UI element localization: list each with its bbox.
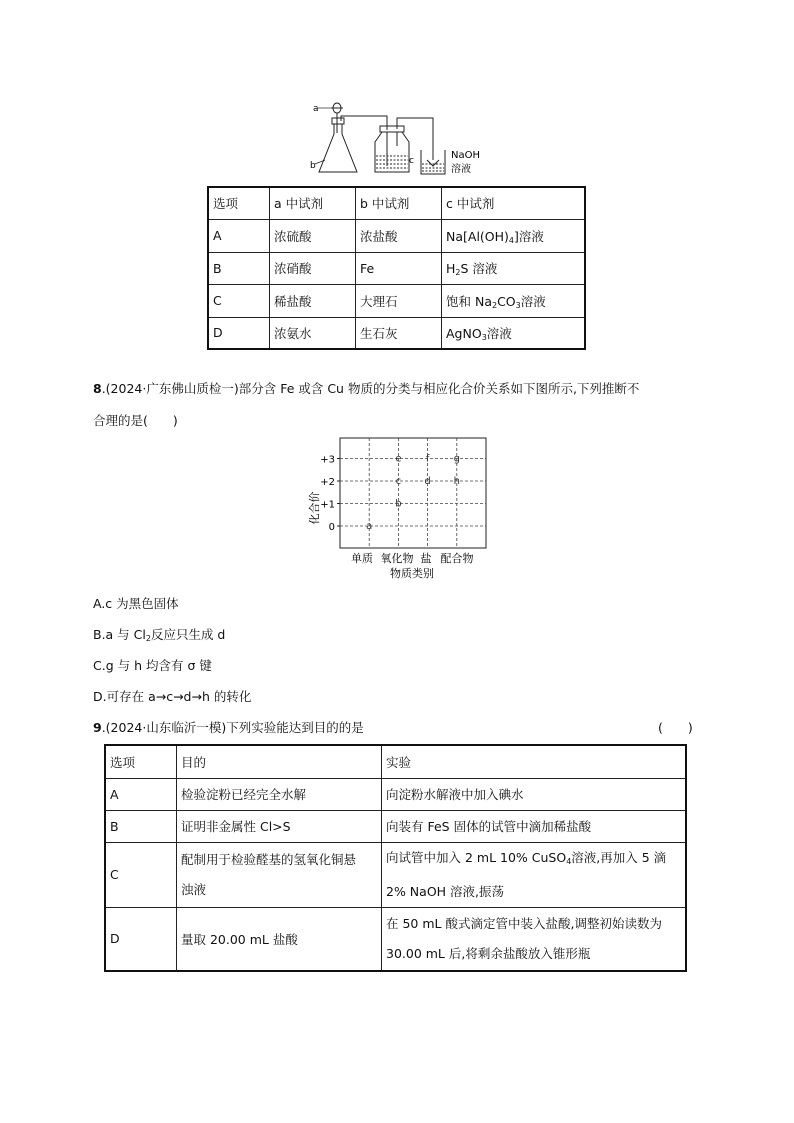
option-cell: C (208, 284, 270, 317)
reagent-b-cell: 大理石 (356, 284, 442, 317)
reagent-c-cell: AgNO$_3$溶液 (442, 317, 586, 349)
goal-cell: 量取 20.00 mL 盐酸 (177, 907, 382, 971)
reagent-c-cell: $H_2S$ 溶液 (442, 252, 586, 284)
data-point-b: b (395, 498, 402, 510)
header-cell: 选项 (208, 187, 270, 219)
option-cell: B (105, 810, 177, 842)
solution-label: 溶液 (451, 164, 471, 175)
data-point-e: e (395, 453, 402, 465)
table-row (208, 252, 585, 284)
table-row (105, 810, 686, 842)
goal-cell: 配制用于检验醛基的氢氧化铜悬 浊液 (177, 842, 382, 907)
x-category-label: 氧化物 (380, 552, 414, 565)
goal-cell: 证明非金属性 Cl>S (177, 810, 382, 842)
option-cell: D (208, 317, 270, 349)
y-tick-label: +3 (320, 454, 335, 466)
q7-options-table (207, 186, 586, 350)
header-cell: b 中试剂 (356, 187, 442, 219)
data-point-h: h (453, 476, 460, 487)
x-category-label: 单质 (351, 552, 373, 565)
q8-option-d: D.可存在 a→c→d→h 的转化 (93, 689, 252, 704)
naoh-label: NaOH (451, 150, 480, 161)
answer-paren: ( ) (658, 720, 693, 735)
question-number: 8 (93, 381, 102, 396)
y-tick-label: +1 (320, 499, 335, 511)
table-row (208, 219, 585, 252)
label-c: c (409, 156, 414, 166)
y-tick-label: 0 (328, 522, 335, 533)
experiment-cell: 在 50 mL 酸式滴定管中装入盐酸,调整初始读数为 30.00 mL 后,将剩余盐酸放入锥形瓶 (382, 907, 687, 971)
option-cell: D (105, 907, 177, 971)
reagent-a-cell: 稀盐酸 (270, 284, 356, 317)
option-cell: A (105, 778, 177, 810)
header-cell: 实验 (382, 745, 687, 778)
data-point-f: f (425, 453, 430, 465)
x-axis-label: 物质类别 (390, 567, 434, 580)
option-cell: B (208, 252, 270, 284)
conical-flask (319, 118, 357, 172)
option-cell: A (208, 219, 270, 252)
experiment-cell: 向装有 FeS 固体的试管中滴加稀盐酸 (382, 810, 687, 842)
data-point-d: d (424, 476, 431, 487)
q9-options-table (104, 744, 687, 972)
gas-washing-bottle (375, 126, 409, 172)
reagent-a-cell: 浓氨水 (270, 317, 356, 349)
data-point-g: g (453, 453, 460, 465)
reagent-c-cell: 饱和 $Na_2CO_3$溶液 (442, 284, 586, 317)
reagent-b-cell: 浓盐酸 (356, 219, 442, 252)
reagent-a-cell: 浓硫酸 (270, 219, 356, 252)
reagent-b-cell: 生石灰 (356, 317, 442, 349)
header-cell: c 中试剂 (442, 187, 586, 219)
q8-option-a: A.c 为黑色固体 (93, 596, 179, 611)
question-number: 9 (93, 720, 102, 735)
table-row (208, 284, 585, 317)
reagent-c-cell: $Na[Al(OH)_4]$溶液 (442, 219, 586, 252)
table-row (105, 778, 686, 810)
table-row (105, 842, 686, 907)
q8-stem-line2: 合理的是( ) (93, 413, 178, 428)
q8-stem-line1: 8.(2024·广东佛山质检一)部分含 Fe 或含 Cu 物质的分类与相应化合价关系如下图所示,下列推断不 (93, 381, 640, 396)
data-point-a: a (366, 521, 373, 532)
goal-cell: 检验淀粉已经完全水解 (177, 778, 382, 810)
x-category-label: 配合物 (440, 552, 474, 565)
experiment-cell: 向试管中加入 2 mL 10% CuSO$_4$溶液,再加入 5 滴 2% NaOH 溶液,振荡 (382, 842, 687, 907)
apparatus-diagram (305, 98, 505, 180)
label-b: b (310, 161, 316, 171)
valence-category-chart (300, 430, 500, 585)
table-row (105, 907, 686, 971)
reagent-a-cell: 浓硝酸 (270, 252, 356, 284)
option-cell: C (105, 842, 177, 907)
table-row (208, 317, 585, 349)
experiment-cell: 向淀粉水解液中加入碘水 (382, 778, 687, 810)
table-header-row (105, 745, 686, 778)
plot-frame (340, 438, 486, 548)
y-axis-label: 化合价 (308, 491, 321, 525)
table-header-row (208, 187, 585, 219)
header-cell: a 中试剂 (270, 187, 356, 219)
label-a: a (313, 104, 319, 114)
q9-stem: 9.(2024·山东临沂一模)下列实验能达到目的的是 (93, 720, 364, 735)
header-cell: 选项 (105, 745, 177, 778)
q8-option-c: C.g 与 h 均含有 σ 键 (93, 658, 212, 673)
y-tick-label: +2 (320, 477, 335, 488)
q8-option-b: B.a 与 $Cl_2$反应只生成 d (93, 627, 226, 643)
data-point-c: c (395, 476, 402, 487)
reagent-b-cell: Fe (356, 252, 442, 284)
x-category-label: 盐 (420, 552, 432, 565)
header-cell: 目的 (177, 745, 382, 778)
